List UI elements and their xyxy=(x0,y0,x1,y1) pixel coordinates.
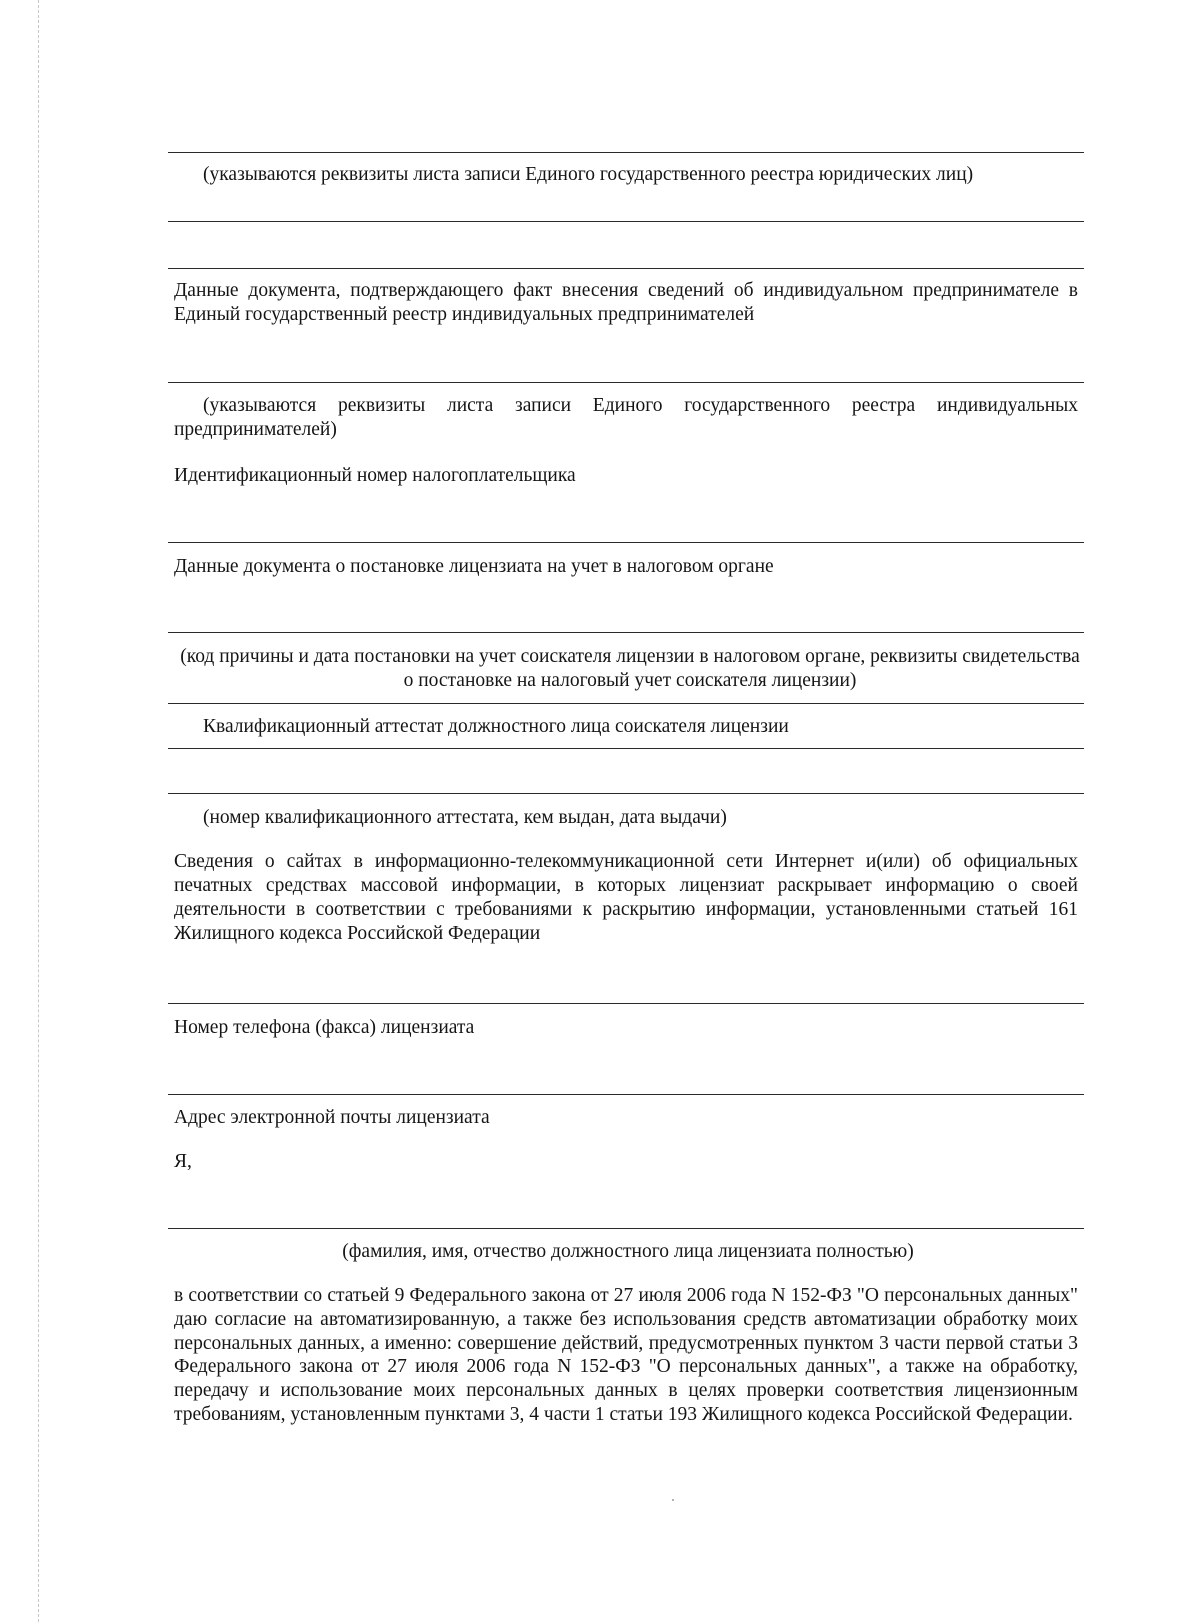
attestat-line-1[interactable] xyxy=(168,748,1084,749)
phone-fill-line[interactable] xyxy=(168,1094,1084,1095)
tax-caption: (код причины и дата постановки на учет соискателя лицензии в налоговом органе, реквизиты свидетельства о постановке на налоговый учет соискателя лицензии) xyxy=(180,646,1080,691)
attestat-line-2[interactable] xyxy=(168,793,1084,794)
attestat-caption: (номер квалификационного аттестата, кем выдан, дата выдачи) xyxy=(203,807,727,828)
egrul-bottom-line xyxy=(168,221,1084,222)
tax-doc-label: Данные документа о постановке лицензиата на учет в налоговом органе xyxy=(174,556,774,577)
inn-label: Идентификационный номер налогоплательщика xyxy=(174,465,576,486)
attestat-label: Квалификационный аттестат должностного лица соискателя лицензии xyxy=(203,716,789,737)
tax-bottom-line xyxy=(168,703,1084,704)
websites-label: Сведения о сайтах в информационно-телекоммуникационной сети Интернет и(или) об официальных печатных средствах массовой информации, в которых лицензиат раскрывает информацию о своей деятельности в соответствии с требованиями к раскрытию информации, установленными статьей 161 Жилищного кодекса Российской Федерации xyxy=(174,851,1078,944)
tax-fill-line[interactable] xyxy=(168,632,1084,633)
egrip-label: Данные документа, подтверждающего факт внесения сведений об индивидуальном предпринимателе в Единый государственный реестр индивидуальных предпринимателей xyxy=(174,280,1078,325)
consent-text: в соответствии со статьей 9 Федерального закона от 27 июля 2006 года N 152-ФЗ "О персональных данных" даю согласие на автоматизированную, а также без использования средств автоматизации обработку моих персональных данных, а именно: совершение действий, предусмотренных пунктом 3 части первой статьи 3 Федерального закона от 27 июля 2006 года N 152-ФЗ "О персональных данных", а также на обработку, передачу и использование моих персональных данных в целях проверки соответствия лицензионным требованиям, установленным пунктами 3, 4 части 1 статьи 193 Жилищного кодекса Российской Федерации. xyxy=(174,1285,1078,1425)
egrip-fill-line[interactable] xyxy=(168,382,1084,383)
egrul-caption: (указываются реквизиты листа записи Единого государственного реестра юридических лиц) xyxy=(203,164,974,185)
websites-fill-line[interactable] xyxy=(168,1003,1084,1004)
i-label: Я, xyxy=(174,1151,192,1172)
egrul-fill-line[interactable] xyxy=(168,152,1084,153)
egrip-caption: (указываются реквизиты листа записи Единого государственного реестра индивидуальных предпринимателей) xyxy=(174,395,1078,440)
email-label: Адрес электронной почты лицензиата xyxy=(174,1107,490,1128)
egrip-top-line xyxy=(168,268,1084,269)
fio-caption: (фамилия, имя, отчество должностного лица лицензиата полностью) xyxy=(342,1241,914,1262)
inn-fill-line[interactable] xyxy=(168,542,1084,543)
scan-speck xyxy=(672,1499,674,1501)
fio-fill-line[interactable] xyxy=(168,1228,1084,1229)
scan-page-edge xyxy=(38,0,39,1622)
phone-label: Номер телефона (факса) лицензиата xyxy=(174,1017,475,1038)
